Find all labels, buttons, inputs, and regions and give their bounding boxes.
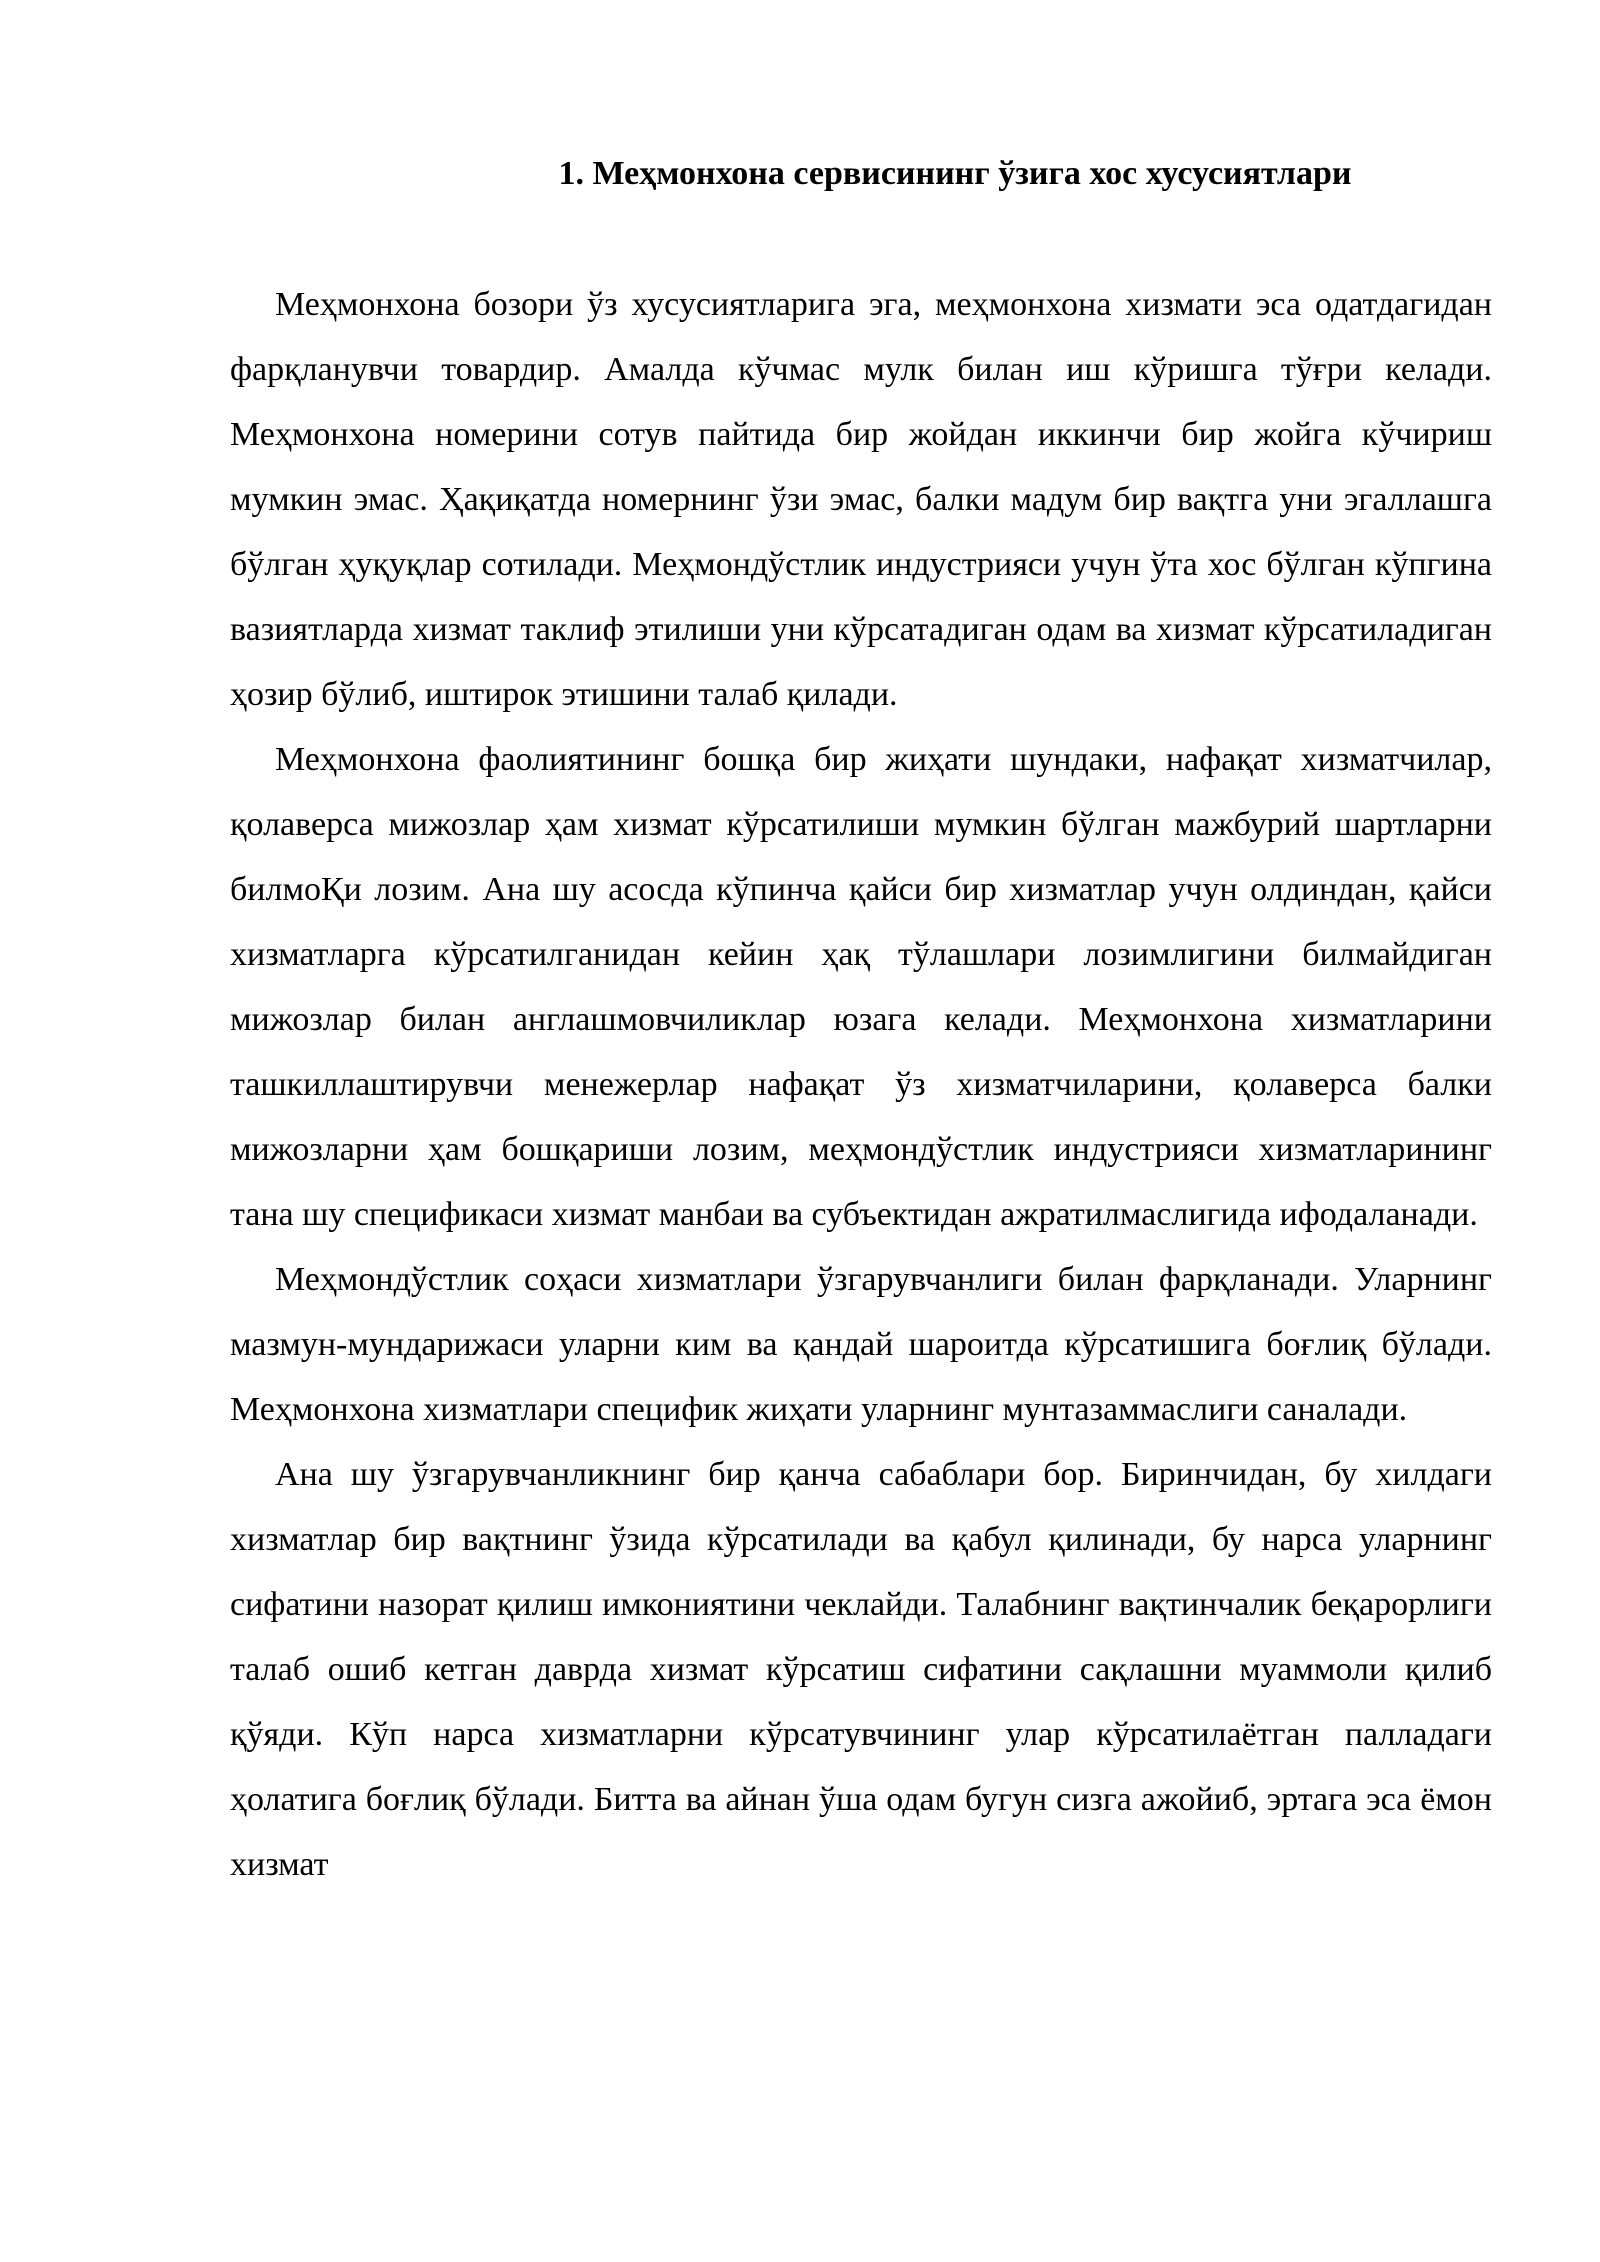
paragraph: Ана шу ўзгарувчанликнинг бир қанча сабаблари бор. Биринчидан, бу хилдаги хизматлар бир вақтнинг ўзида кўрсатилади ва қабул қилинади, бу нарса уларнинг сифатини назорат қилиш имкониятини чеклайди. Талабнинг вақтинчалик беқарорлиги талаб ошиб кетган даврда хизмат кўрсатиш сифатини сақлашни муаммоли қилиб қўяди. Кўп нарса хизматларни кўрсатувчининг улар кўрсатилаётган палладаги ҳолатига боғлиқ бўлади. Битта ва айнан ўша одам бугун сизга ажойиб, эртага эса ёмон хизмат <box>230 1456 1492 1883</box>
document-body <box>230 272 1492 1897</box>
paragraph: Меҳмонхона бозори ўз хусусиятларига эга, меҳмонхона хизмати эса одатдагидан фарқланувчи товардир. Амалда кўчмас мулк билан иш кўришга тўғри келади. Меҳмонхона номерини сотув пайтида бир жойдан иккинчи бир жойга кўчириш мумкин эмас. Ҳақиқатда номернинг ўзи эмас, балки мадум бир вақтга уни эгаллашга бўлган ҳуқуқлар сотилади. Меҳмондўстлик индустрияси учун ўта хос бўлган кўпгина вазиятларда хизмат таклиф этилиши уни кўрсатадиган одам ва хизмат кўрсатиладиган ҳозир бўлиб, иштирок этишини талаб қилади. <box>230 286 1492 713</box>
paragraph: Меҳмонхона фаолиятининг бошқа бир жиҳати шундаки, нафақат хизматчилар, қолаверса мижозлар ҳам хизмат кўрсатилиши мумкин бўлган мажбурий шартларни билмоҚи лозим. Ана шу асосда кўпинча қайси бир хизматлар учун олдиндан, қайси хизматларга кўрсатилганидан кейин ҳақ тўлашлари лозимлигини билмайдиган мижозлар билан англашмовчиликлар юзага келади. Меҳмонхона хизматларини ташкиллаштирувчи менежерлар нафақат ўз хизматчиларини, қолаверса балки мижозларни ҳам бошқариши лозим, меҳмондўстлик индустрияси хизматларининг тана шу спецификаси хизмат манбаи ва субъектидан ажратилмаслигида ифодаланади. <box>230 741 1492 1233</box>
paragraph: Меҳмондўстлик соҳаси хизматлари ўзгарувчанлиги билан фарқланади. Уларнинг мазмун-мундарижаси уларни ким ва қандай шароитда кўрсатишига боғлиқ бўлади. Меҳмонхона хизматлари специфик жиҳати уларнинг мунтазаммаслиги саналади. <box>230 1261 1492 1428</box>
section-heading: 1. Меҳмонхона сервисининг ўзига хос хусусиятлари <box>558 155 1352 192</box>
